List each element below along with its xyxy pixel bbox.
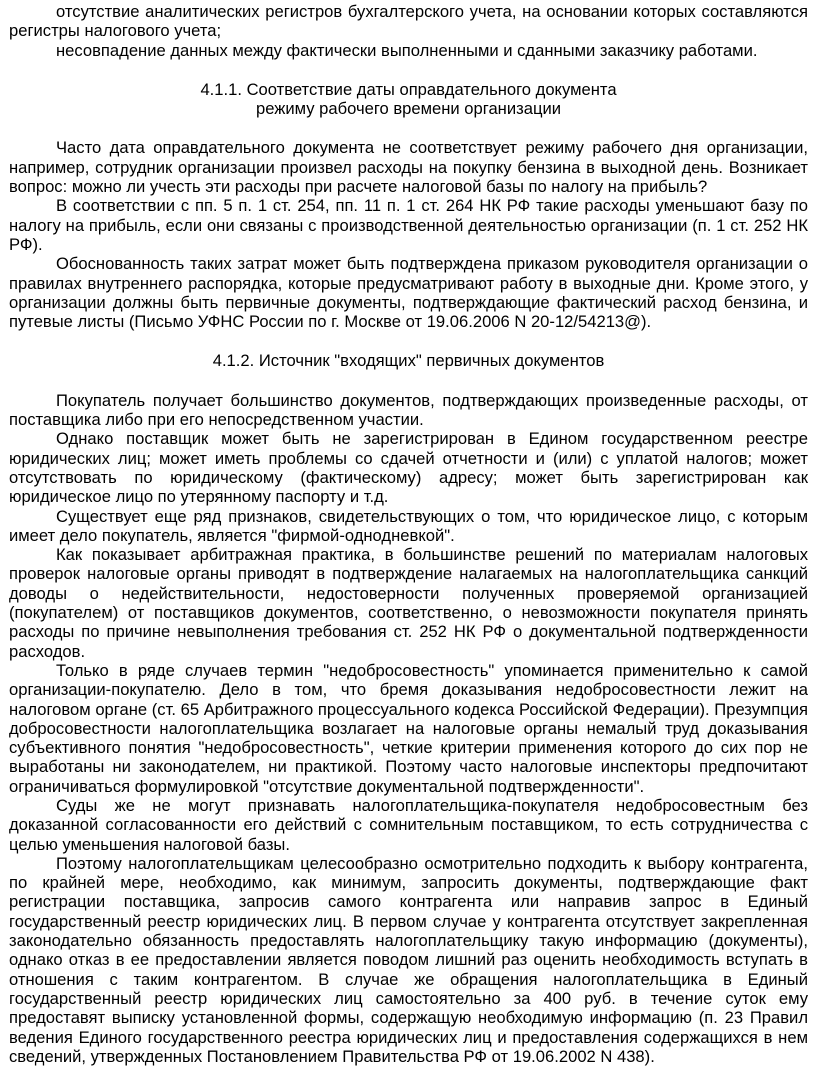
- section-4-1-2-paragraph-3: Существует еще ряд признаков, свидетельствующих о том, что юридическое лицо, с которым имеет дело покупатель, является "фирмой-однодневкой".: [9, 506, 808, 545]
- section-4-1-2-paragraph-7: Поэтому налогоплательщикам целесообразно осмотрительно подходить к выбору контрагента, по крайней мере, необходимо, как минимум, запросить документы, подтверждающие факт регистрации поставщика, запросив самого контрагента или направив запрос в Единый государственный реестр юридических лиц. В первом случае у контрагента отсутствует закрепленная законодательно обязанность предоставлять налогоплательщику такую информацию (документы), однако отказ в ее предоставлении является поводом лишний раз оценить необходимость вступать в отношения с таким контрагентом. В случае же обращения налогоплательщика в Единый государственный реестр юридических лиц самостоятельно за 400 руб. в течение суток ему предоставят выписку установленной формы, содержащую необходимую информацию (п. 23 Правил ведения Единого государственного реестра юридических лиц и предоставления содержащихся в нем сведений, утвержденных Постановлением Правительства РФ от 19.06.2002 N 438).: [9, 853, 808, 1066]
- section-4-1-1-paragraph-1: Часто дата оправдательного документа не соответствует режиму рабочего дня организации, например, сотрудник организации произвел расходы на покупку бензина в выходной день. Возникает вопрос: можно ли учесть эти расходы при расчете налоговой базы по налогу на прибыль?: [9, 138, 808, 197]
- section-4-1-2-paragraph-1: Покупатель получает большинство документов, подтверждающих произведенные расходы, от поставщика либо при его непосредственном участии.: [9, 390, 808, 430]
- section-heading-4-1-1-line-1: 4.1.1. Соответствие даты оправдательного документа: [200, 79, 617, 99]
- intro-paragraph-1: отсутствие аналитических регистров бухгалтерского учета, на основании которых составляются регистры налогового учета;: [9, 2, 808, 41]
- section-4-1-2-paragraph-4: Как показывает арбитражная практика, в большинстве решений по материалам налоговых проверок налоговые органы приводят в подтверждение налагаемых на налогоплательщика санкций доводы о недействительности, недостоверности полученных проверяемой организацией (покупателем) от поставщиков документов, соответственно, о невозможности покупателя принять расходы по причине невыполнения требования ст. 252 НК РФ о документальной подтвержденности расходов.: [9, 545, 808, 661]
- section-4-1-2-paragraph-5: Только в ряде случаев термин "недобросовестность" упоминается применительно к самой организации-покупателю. Дело в том, что бремя доказывания недобросовестности лежит на налоговом органе (ст. 65 Арбитражного процессуального кодекса Российской Федерации). Презумпция добросовестности налогоплательщика возлагает на налоговые органы немалый труд доказывания субъективного понятия "недобросовестность", четкие критерии применения которого до сих пор не выработаны ни законодателем, ни практикой. Поэтому часто налоговые инспекторы предпочитают ограничиваться формулировкой "отсутствие документальной подтвержденности".: [9, 660, 808, 796]
- section-4-1-1-paragraph-2: В соответствии с пп. 5 п. 1 ст. 254, пп. 11 п. 1 ст. 264 НК РФ такие расходы уменьшают базу по налогу на прибыль, если они связаны с производственной деятельностью организации (п. 1 ст. 252 НК РФ).: [9, 196, 808, 254]
- document-page: [9, 2, 808, 1066]
- section-4-1-1-paragraph-3: Обоснованность таких затрат может быть подтверждена приказом руководителя организации о правилах внутреннего распорядка, которые предусматривают работу в выходные дни. Кроме этого, у организации должны быть первичные документы, подтверждающие фактический расход бензина, и путевые листы (Письмо УФНС России по г. Москве от 19.06.2006 N 20-12/54213@).: [9, 254, 808, 332]
- section-heading-4-1-2: 4.1.2. Источник "входящих" первичных документов: [212, 351, 605, 371]
- section-heading-4-1-1-line-2: режиму рабочего времени организации: [255, 99, 561, 119]
- section-4-1-2-paragraph-2: Однако поставщик может быть не зарегистрирован в Едином государственном реестре юридических лиц; может иметь проблемы со сдачей отчетности и (или) с уплатой налогов; может отсутствовать по юридическому (фактическому) адресу; может быть зарегистрирован как юридическое лицо по утерянному паспорту и т.д.: [9, 429, 808, 507]
- intro-paragraph-2: несовпадение данных между фактически выполненными и сданными заказчику работами.: [56, 40, 758, 60]
- section-4-1-2-paragraph-6: Суды же не могут признавать налогоплательщика-покупателя недобросовестным без доказанной согласованности его действий с сомнительным поставщиком, то есть сотрудничества с целью уменьшения налоговой базы.: [9, 795, 808, 854]
